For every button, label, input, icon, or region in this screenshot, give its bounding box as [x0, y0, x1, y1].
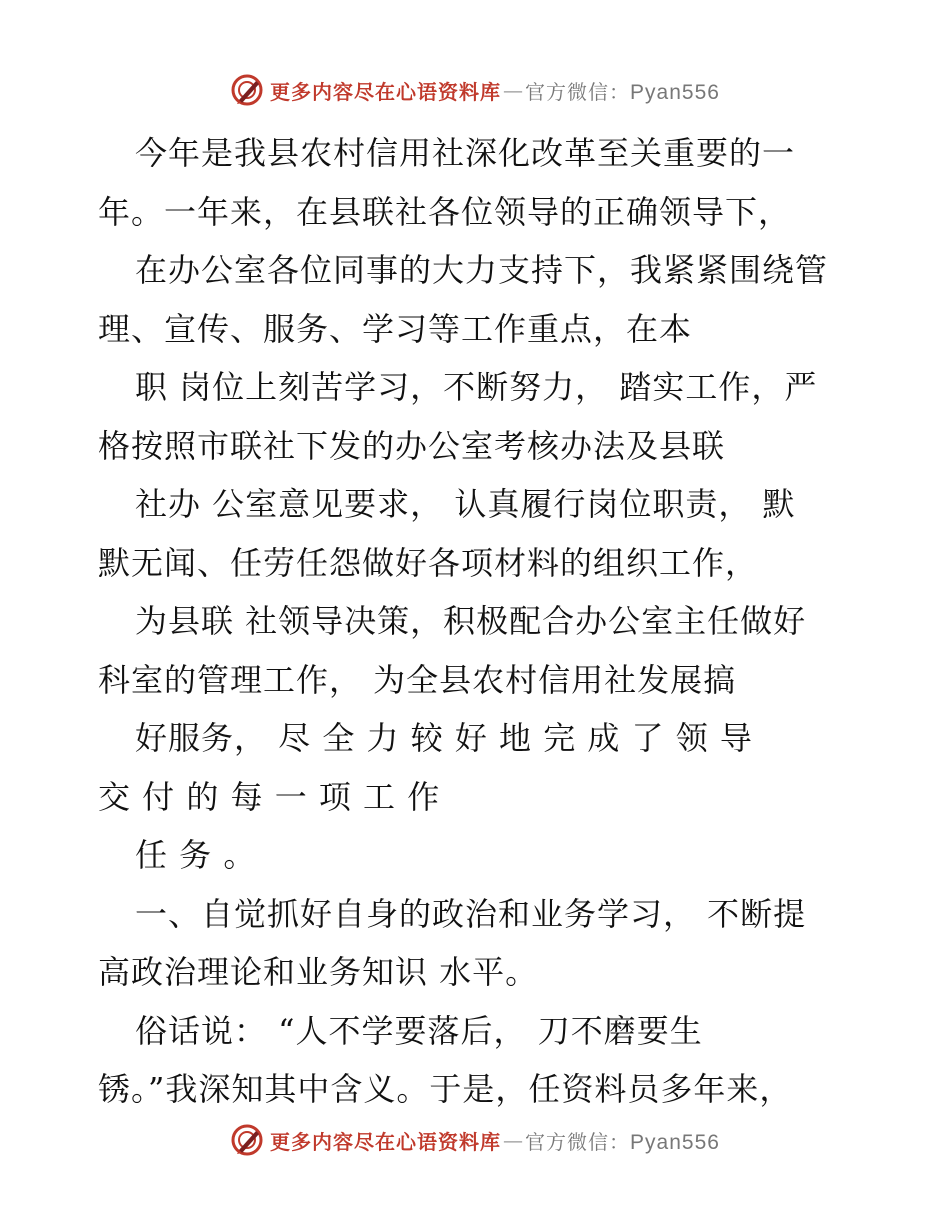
text-line: 今年是我县农村信用社深化改革至关重要的一: [135, 134, 796, 172]
text-line: 科室的管理工作， 为全县农村信用社发展搞: [98, 660, 737, 699]
footer-wechat: [525, 1126, 720, 1155]
document-body: [98, 124, 858, 1119]
footer-banner: [0, 1120, 950, 1160]
text-line: 交 付 的 每 一 项 工 作: [98, 777, 441, 816]
text-line: 为县联 社领导决策，积极配合办公室主任做好: [135, 602, 807, 640]
brand-logo-icon: [230, 73, 264, 107]
text-line: 在办公室各位同事的大力支持下，我紧紧围绕管: [135, 251, 829, 289]
text-line: 格按照市联社下发的办公室考核办法及县联: [98, 426, 726, 465]
text-line: 任 务 。: [135, 836, 257, 874]
header-banner: [0, 70, 950, 110]
header-brand-text: 更多内容尽在心语资料库: [270, 79, 502, 104]
text-line: 锈。”我深知其中含义。于是，任资料员多年来，: [98, 1070, 793, 1108]
footer-brand-text: 更多内容尽在心语资料库: [270, 1129, 502, 1154]
brand-logo-icon: [230, 1123, 264, 1157]
text-line: 俗话说： “人不学要落后， 刀不磨要生: [135, 1011, 703, 1050]
footer-wechat-label: 官方微信：: [525, 1129, 631, 1154]
header-wechat-id: Pyan556: [630, 80, 720, 104]
header-wechat-label: 官方微信：: [525, 79, 631, 104]
text-line: 理、宣传、服务、学习等工作重点，在本: [98, 309, 693, 348]
text-line: 职 岗位上刻苦学习，不断努力， 踏实工作，严: [135, 368, 818, 406]
text-line: 社办 公室意见要求， 认真履行岗位职责， 默: [135, 485, 796, 523]
footer-wechat-id: Pyan556: [630, 1130, 720, 1154]
text-line: 年。一年来，在县联社各位领导的正确领导下，: [98, 192, 792, 231]
footer-dash: —: [503, 1128, 524, 1152]
section-heading: 一、自觉抓好自身的政治和业务学习， 不断提: [135, 894, 807, 933]
header-wechat: [525, 76, 720, 105]
header-dash: —: [503, 78, 524, 102]
text-line: 好服务， 尽 全 力 较 好 地 完 成 了 领 导: [135, 719, 753, 757]
text-line: 默无闻、任劳任怨做好各项材料的组织工作，: [98, 543, 759, 582]
text-line: 高政治理论和业务知识 水平。: [98, 953, 539, 991]
